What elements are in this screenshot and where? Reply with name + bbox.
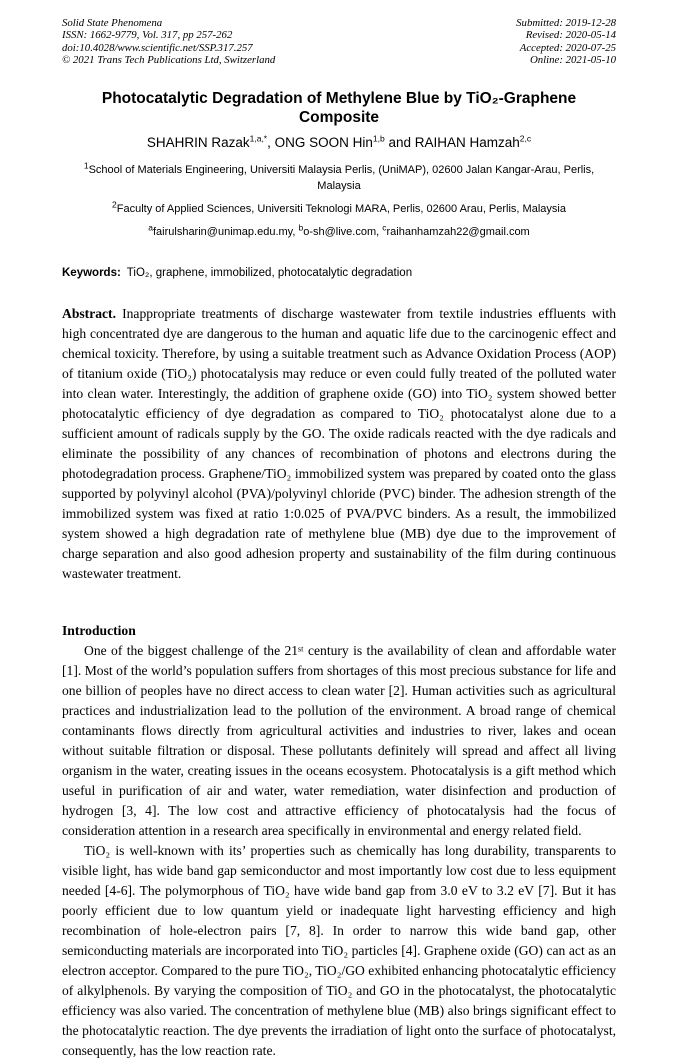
email-address: fairulsharin@unimap.edu.my, <box>152 225 299 238</box>
paper-title: Photocatalytic Degradation of Methylene Blue by TiO₂-Graphene Composite <box>101 89 577 126</box>
affiliation-1 <box>62 159 616 194</box>
author-superscript: 2,c <box>519 133 532 144</box>
introduction-paragraph-1: One of the biggest challenge of the 21ˢᵗ century is the availability of clean and affordable water [1]. Most of the world’s population suffers from shortages of this most precious substance for life and one billion of peoples have no direct access to clean water [2]. Human activities such as agricultural practices and industrialization lead to the pollution of the environment. A broad range of chemical contaminants flows directly from agricultural activities and industries to river, lakes and ocean without suitable filtration or disposal. These pollutants definitely will spread and affect all living organism in the water, creating issues in the oceans ecosystem. Photocatalysis is a gift method which useful in purification of air and water, water remediation, water disinfection and production of hydrogen [3, 4]. The low cost and attractive efficiency of photocatalysis had the focus of consideration attention in a research area specifically in environmental and energy related field. <box>62 642 616 838</box>
author-superscript: 1,a,* <box>249 133 268 144</box>
author-separator: and <box>384 134 415 150</box>
affiliation-text: School of Materials Engineering, Universiti Malaysia Perlis, (UniMAP), 02600 Jalan Kangar-Arau, Perlis, Malaysia <box>88 163 595 192</box>
email-superscript: a <box>148 221 153 232</box>
author-name: SHAHRIN Razak <box>146 134 250 150</box>
author-separator: , <box>267 134 275 150</box>
introduction-paragraph-2: TiO₂ is well-known with its’ properties such as chemically has long durability, transparents to visible light, has wide band gap semiconductor and most importantly low cost due to less equipment needed [4-6]. The polymorphous of TiO₂ have wide band gap from 3.0 eV to 3.2 eV [7]. But it has poorly efficient due to low quantum yield or inadequate light harvesting efficiency and high recombination of hole-electron pairs [7, 8]. In order to narrow this wide band gap, other semiconducting materials are incorporated into TiO₂ particles [4]. Graphene oxide (GO) can act as an electron acceptor. Compared to the pure TiO₂, TiO₂/GO exhibited enhancing photocatalytic efficiency of alkylphenols. By varying the composition of TiO₂ and GO in the photocatalyst, the photocatalytic efficiency was also varied. The concentration of methylene blue (MB) also brings significant effect to the photocatalytic reaction. The dye prevents the irradiation of light onto the surface of photocatalyst, consequently, has the low reaction rate. <box>62 842 616 1058</box>
affiliation-text: Faculty of Applied Sciences, Universiti Teknologi MARA, Perlis, 02600 Arau, Perlis, Malaysia <box>116 202 566 215</box>
journal-name: Solid State Phenomena <box>62 17 163 29</box>
email-superscript: c <box>382 221 387 232</box>
date-revised: Revised: 2020-05-14 <box>525 29 616 42</box>
affiliation-2 <box>62 198 616 217</box>
keywords-text: TiO₂, graphene, immobilized, photocatalytic degradation <box>126 266 413 279</box>
date-online: Online: 2021-05-10 <box>529 54 616 67</box>
abstract-text: Inappropriate treatments of discharge wastewater from textile industries effluents with high concentrated dye are dangerous to the human and aquatic life due to the carcinogenic effect and chemical toxicity. Therefore, by using a suitable treatment such as Advance Oxidation Process (AOP) of titanium oxide (TiO₂) photocatalysis may reduce or even could fully treated of the polluted water into clean water. Interestingly, the addition of graphene oxide (GO) into TiO₂ system showed better photocatalytic efficiency of dye degradation as compared to TiO₂ photocatalyst alone due to a sufficient amount of radicals supply by the GO. The oxide radicals reacted with the dye radicals and eliminate the possibility of any chances of recombination of photons and electrons during the photodegradation process. Graphene/TiO₂ immobilized system was prepared by coated onto the glass supported by polyvinyl alcohol (PVA)/polyvinyl chloride (PVC) binder. The adhesion strength of the immobilized system was fixed at ratio 1:0.025 of PVA/PVC binders. As a result, the immobilized system showed a high degradation rate of methylene blue (MB) dye due to the improvement of charge separation and also good adhesion property and sustainability of the film during continuous wastewater treatment. <box>62 305 616 581</box>
journal-issn-volume: ISSN: 1662-9779, Vol. 317, pp 257-262 <box>62 29 233 42</box>
author-name: RAIHAN Hamzah <box>414 134 520 150</box>
date-submitted: Submitted: 2019-12-28 <box>516 17 616 29</box>
affiliation-superscript: 1 <box>83 159 89 170</box>
journal-copyright: © 2021 Trans Tech Publications Ltd, Switzerland <box>62 54 276 67</box>
author-name: ONG SOON Hin <box>274 134 373 150</box>
author-superscript: 1,b <box>372 133 385 144</box>
submission-dates <box>516 17 616 67</box>
journal-header <box>62 17 616 67</box>
abstract-label: Abstract. <box>62 305 116 321</box>
journal-info <box>62 17 275 67</box>
keywords-label: Keywords: <box>62 266 121 279</box>
abstract-paragraph <box>62 304 616 584</box>
email-address: o-sh@live.com, <box>303 225 383 238</box>
affiliation-superscript: 2 <box>112 198 117 209</box>
author-emails <box>62 221 616 240</box>
email-superscript: b <box>298 221 304 232</box>
journal-doi: doi:10.4028/www.scientific.net/SSP.317.257 <box>62 41 253 54</box>
date-accepted: Accepted: 2020-07-25 <box>519 41 616 54</box>
email-address: raihanhamzah22@gmail.com <box>386 225 530 238</box>
keywords-line <box>62 266 616 281</box>
introduction-heading: Introduction <box>62 622 136 638</box>
author-line <box>62 134 616 151</box>
